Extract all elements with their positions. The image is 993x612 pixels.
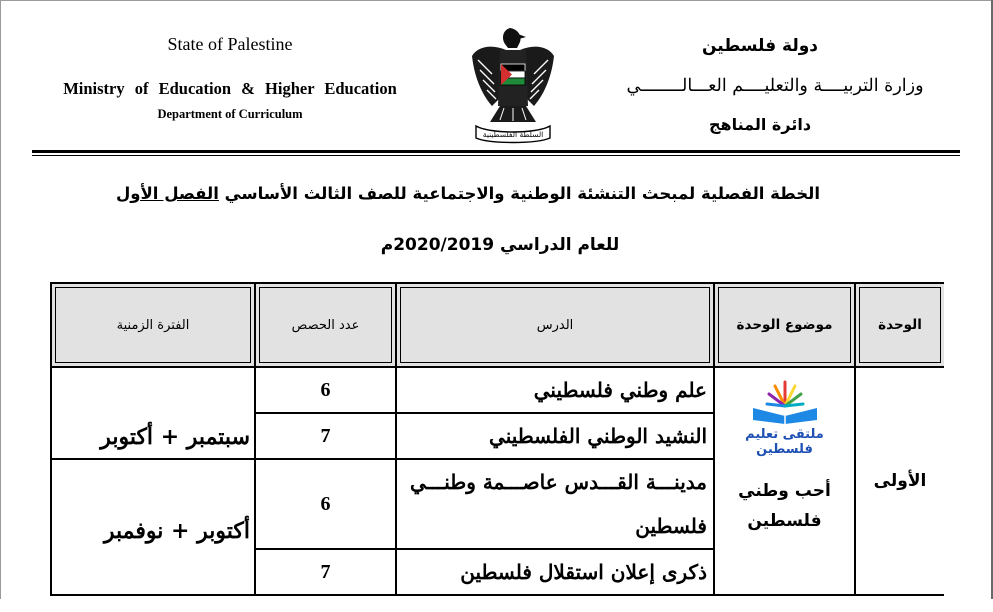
english-ministry-name: Ministry of Education & Higher Education bbox=[63, 79, 397, 98]
semester-plan-table bbox=[50, 282, 944, 596]
english-state-name: State of Palestine bbox=[167, 34, 293, 54]
header-count: عدد الحصص bbox=[255, 283, 396, 367]
unit-topic-text: أحب وطني فلسطين bbox=[738, 481, 831, 531]
arabic-department-name: دائرة المناهج bbox=[708, 115, 812, 134]
unit-topic-cell bbox=[714, 367, 855, 595]
plan-title bbox=[115, 184, 820, 203]
count-cell: 6 bbox=[255, 459, 396, 549]
period-cell: أكتوبر + نوفمبر bbox=[51, 459, 255, 595]
frame-top bbox=[0, 0, 993, 1]
count-cell: 7 bbox=[255, 413, 396, 459]
header-divider-thick bbox=[32, 150, 960, 153]
header-lesson: الدرس bbox=[396, 283, 714, 367]
forum-logo bbox=[715, 376, 854, 457]
arabic-state-name: دولة فلسطين bbox=[701, 36, 819, 56]
count-cell: 6 bbox=[255, 367, 396, 413]
forum-logo-icon bbox=[749, 376, 821, 424]
forum-logo-caption: ملتقى تعليم فلسطين bbox=[745, 427, 824, 457]
lesson-cell: ذكرى إعلان استقلال فلسطين bbox=[396, 549, 714, 595]
header-period: الفترة الزمنية bbox=[51, 283, 255, 367]
arabic-ministry-name: وزارة التربيــــة والتعليــــم العـــالــــــــي bbox=[626, 76, 924, 96]
frame-left bbox=[0, 0, 1, 599]
lesson-cell: مدينـــة القـــدس عاصـــمة وطنـــي فلسطين bbox=[396, 459, 714, 549]
palestine-eagle-emblem bbox=[470, 26, 556, 144]
lesson-cell: علم وطني فلسطيني bbox=[396, 367, 714, 413]
lesson-cell: النشيد الوطني الفلسطيني bbox=[396, 413, 714, 459]
header-topic: موضوع الوحدة bbox=[714, 283, 855, 367]
academic-year: للعام الدراسي 2020/2019م bbox=[380, 235, 620, 255]
english-department-name: Department of Curriculum bbox=[157, 107, 303, 121]
period-cell: سبتمبر + أكتوبر bbox=[51, 367, 255, 459]
semester-plan-table-wrap bbox=[50, 282, 944, 612]
plan-title-semester: الفصل الأول bbox=[115, 184, 219, 203]
plan-title-main: الخطة الفصلية لمبحث التنشئة الوطنية والاجتماعية للصف الثالث الأساسي bbox=[218, 184, 820, 203]
emblem-caption: السلطة الفلسطينية bbox=[482, 130, 544, 139]
table-row bbox=[51, 367, 944, 413]
unit-name-cell: الأولى bbox=[855, 367, 944, 595]
header-unit: الوحدة bbox=[855, 283, 944, 367]
count-cell: 7 bbox=[255, 549, 396, 595]
header-divider-thin bbox=[32, 155, 960, 156]
table-header-row bbox=[51, 283, 944, 367]
